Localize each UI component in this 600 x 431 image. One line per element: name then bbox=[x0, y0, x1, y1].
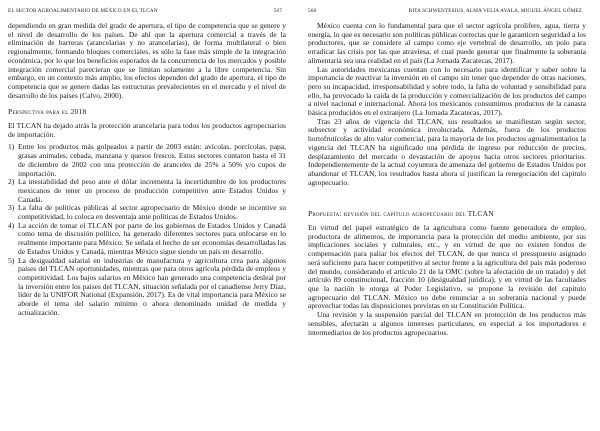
list-item-number: 4) bbox=[8, 220, 15, 230]
right-running-head-authors: RITA SCHWENTESIUS, ALMA VELIA AYALA, MIGUEL ÁNGEL GÓMEZ bbox=[408, 8, 582, 14]
list-item-text: La desigualdad salarial en industrias de manufactura y agricultura crea para algunos países del TLCAN oportunidades, mientras que para otros agrícola pérdida de empleos y competitividad. Los bajos salarios en México han generado una competencia desleal por la inversión entre los países del TLCAN, situación señalada por el canadiense Jerry Diaz, líder de la UNIFOR National (Expansión, 2017). Es de vital importancia para México se aborde el tema del salario mínimo o ahora denominado unidad de medida y actualización. bbox=[18, 255, 286, 317]
list-item bbox=[8, 178, 286, 204]
left-body bbox=[8, 22, 286, 318]
list-item-number: 2) bbox=[8, 177, 15, 187]
right-paragraph-5: Una revisión y la suspensión parcial del TLCAN en protección de los productos más sensibles, afectarán a algunos intereses particulares, en especial a los importadores e intermediarios de los productos agropecuarios. bbox=[308, 310, 586, 337]
list-item bbox=[8, 257, 286, 318]
right-page bbox=[300, 0, 590, 431]
right-paragraph-4: En virtud del papel estratégico de la agricultura como fuente generadora de empleo, productora de alimentos, de importancia para la protección del medio ambiente, por sus implicaciones sociales y culturales, etc., y en virtud de que no existen fondos de compensación para paliar los efectos del TLCAN, de que nunca el presupuesto asignado será suficiente para hacer competitivo al sector frente a la agricultura del país más poderoso del mundo, considerando el artículo 21 de la OMC (sobre la afectación de un tratado) y del artículo 89 constitucional, fracción 10 (desigualdad jurídica), y en virtud de las facultades que la nación le otorga al Poder Legislativo, se propone la revisión del capítulo agropecuario del TLCAN. México no debe renunciar a su soberanía nacional y puede aprovechar todas las disposiciones previstas en su Constitución Política. bbox=[308, 223, 586, 311]
left-running-head-title: EL SECTOR AGROALIMENTARIO DE MÉXICO EN EL TLCAN bbox=[8, 8, 158, 14]
list-item-number: 5) bbox=[8, 255, 15, 265]
list-item-text: La falta de políticas públicas al sector agropecuario de México donde se incentive su competitividad, lo coloca en desventaja ante políticas de Estados Unidos. bbox=[18, 203, 286, 222]
list-item-text: Entre los productos más golpeados a partir de 2003 están: avícolas, porcícolas, papa, grasas animales, cebada, manzana y quesos frescos. Estos sectores contaron hasta el 31 de diciembre de 2002 con una protección de aranceles de 25% a 50% y/o cupos de importación. bbox=[18, 142, 286, 178]
list-item-text: La acción de tomar el TLCAN por parte de los gobiernos de Estados Unidos y Canadá como tema de discusión político, ha generado diferentes sectores para enfocarse en lo realmente importante para México. Se señala el hecho de ser economías desarrolladas las de Estados Unidos y Canadá, mientras México sigue siendo un país en desarrollo. bbox=[18, 220, 286, 256]
list-item-number: 3) bbox=[8, 203, 15, 213]
right-page-number: 568 bbox=[308, 8, 317, 14]
right-running-head bbox=[308, 8, 582, 15]
list-item-number: 1) bbox=[8, 142, 15, 152]
left-paragraph-intro: El TLCAN ha dejado atrás la protección arancelaria para todos los productos agropecuarios de importación. bbox=[8, 121, 286, 139]
section-spacer bbox=[308, 187, 586, 201]
left-page-number: 567 bbox=[273, 8, 282, 14]
section-heading-perspectiva: Perspectiva para el 2018 bbox=[8, 107, 87, 117]
left-paragraph-opening: dependiendo en gran medida del grado de apertura, el tipo de competencia que se genere y el nivel de desarrollo de los países. De ahí que la apertura comercial a través de la eliminación de barreras (arancelarias y no arancelarias), de forma multilateral o bien regionalmente, formando bloques comerciales, es sólo la fase más simple de la integración económica, por lo que los beneficios esperados de la concurrencia de los mercados y posible integración comercial parecieran que se limitan solamente a la libre competencia. Sin embargo, en un contexto más amplio, los efectos dependen del grado de apertura, el tipo de competencia que se genere dadas las estructuras prevalecientes en el mercado y el nivel de desarrollo de los países (Calvo, 2000). bbox=[8, 21, 286, 100]
list-item bbox=[8, 204, 286, 221]
list-item bbox=[8, 222, 286, 257]
left-running-head bbox=[8, 8, 282, 15]
perspectiva-list bbox=[8, 143, 286, 317]
right-paragraph-1: México cuenta con lo fundamental para que el sector agrícola prolifere, agua, tierra y energía, lo que es necesario son políticas públicas correctas que le garanticen seguridad a los productores, que se considere al campo como eje vertebral de desarrollo, un polo para erradicar las crisis por las que atraviesa, el cual puede generar que finalmente la soberanía alimentaria sea una realidad en el país (La Jornada Zacatecas, 2017). bbox=[308, 21, 586, 65]
list-item-text: La inestabilidad del peso ante el dólar incrementa la incertidumbre de los productores mexicanos de tener un proceso de producción competitivo ante Estados Unidos y Canadá. bbox=[18, 177, 286, 204]
right-paragraph-3: Tras 23 años de vigencia del TLCAN, sus resultados se manifiestan según sector, subsector y actividad económica involucrada. Además, fuera de los productos hortofrutícolas de alto valor comercial, para la mayoría de los productos agroalimentarios la vigencia del TLCAN ha significado una pérdida de ingreso por reducción de precios, desplazamiento del mercado o devastación de apoyos hacia otros sectores prioritarios. Independientemente de la actual coyuntura de amenaza del gobierno de Estados Unidos por abandonar el TLCAN, los resultados hasta ahora sí justifican la renegociación del capítulo agropecuario. bbox=[308, 116, 586, 187]
section-heading-propuesta: Propuesta: revisión del capítulo agropecuario del TLCAN bbox=[308, 209, 494, 219]
right-paragraph-2: Las autoridades mexicanas cuentan con lo necesario para identificar y saber sobre la importancia de reactivar la inversión en el campo sin tener que depender de otras naciones, pero su incapacidad, irresponsabilidad y sobre todo, la falta de voluntad y sensibilidad para ello, ha provocado la caída de la producción y comercialización de los productos del campo a nivel nacional e internacional. Ahora los mexicanos consumimos productos de la canasta básica producidos en el extranjero (La Jornada Zacatecas, 2017). bbox=[308, 64, 586, 118]
list-item bbox=[8, 143, 286, 178]
left-page bbox=[0, 0, 290, 431]
right-body bbox=[308, 22, 586, 337]
